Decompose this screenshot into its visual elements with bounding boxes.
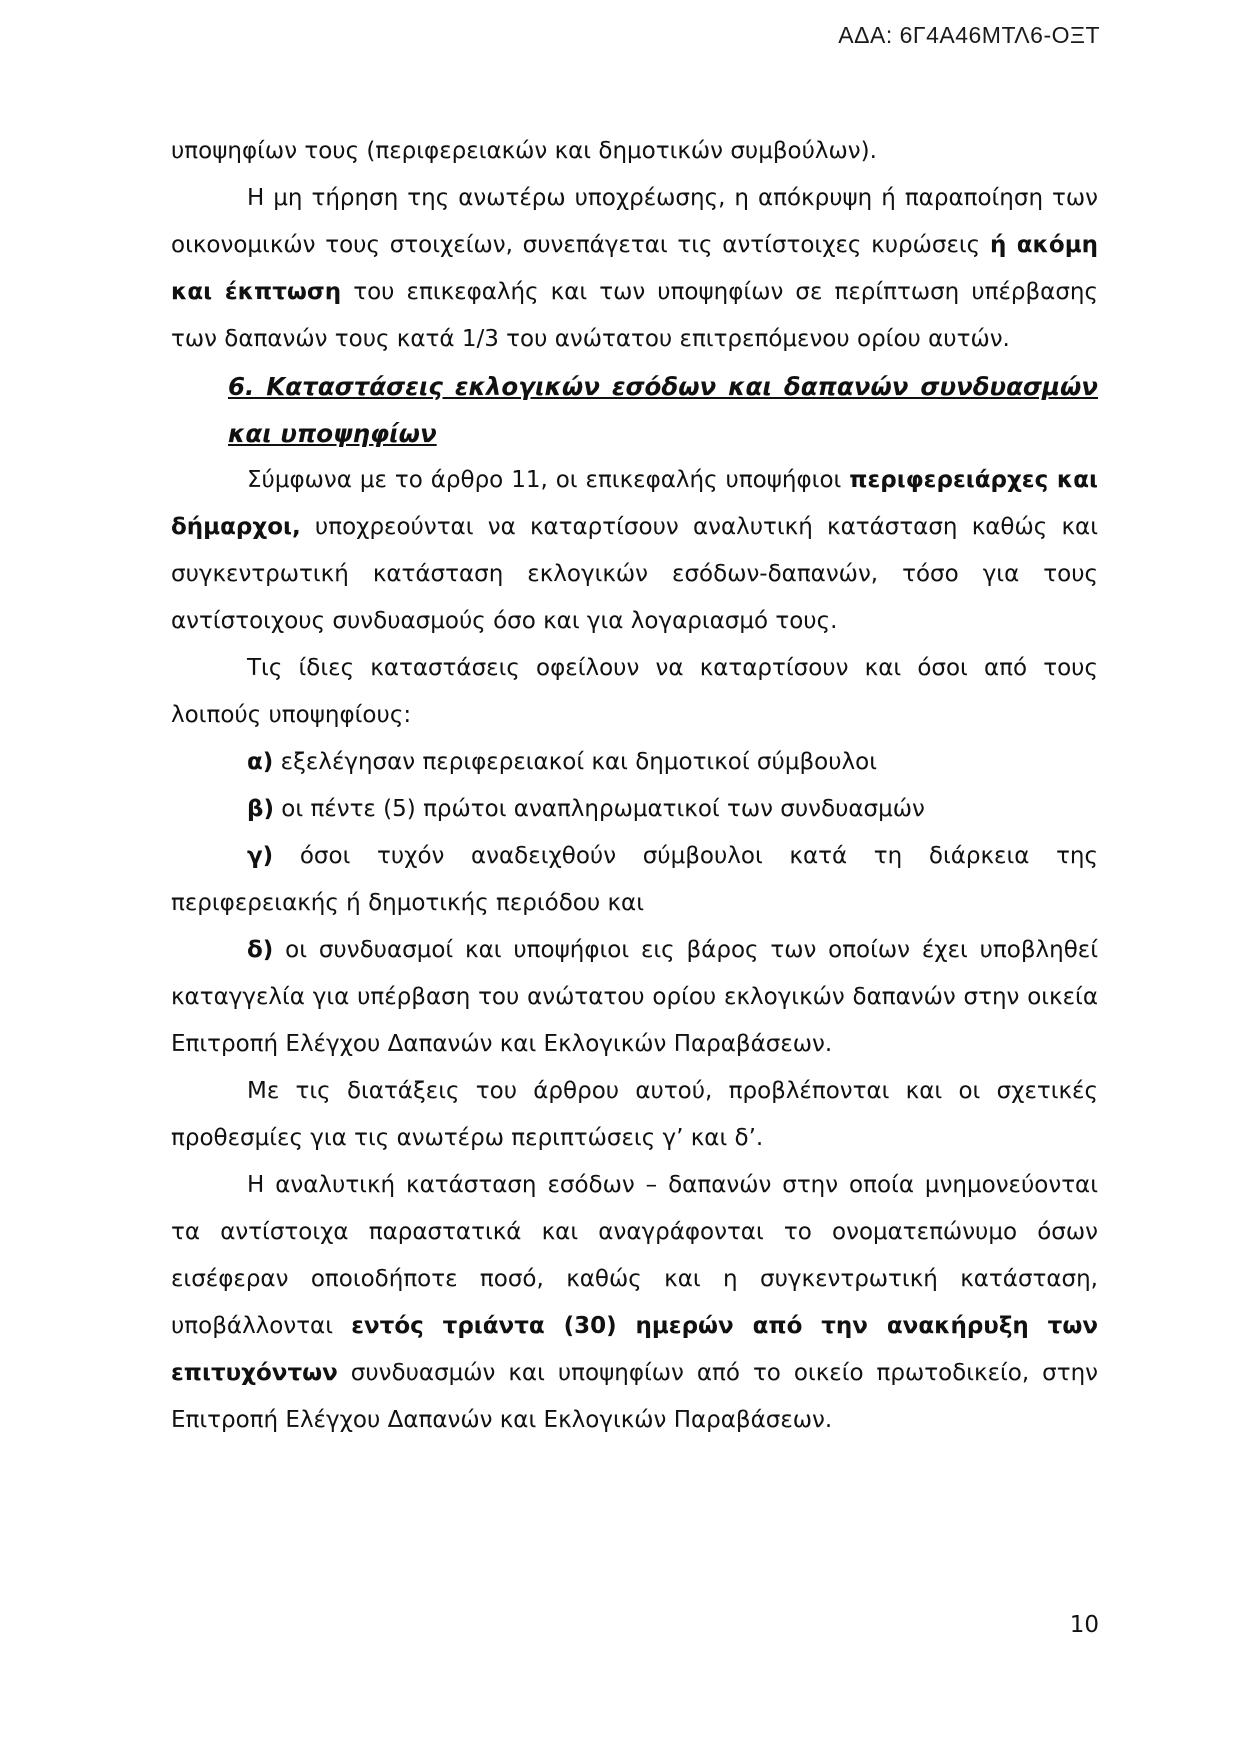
section-heading: 6. Καταστάσεις εκλογικών εσόδων και δαπανών συνδυασμών και υποψηφίων bbox=[228, 372, 1098, 448]
text: συνδυασμών και υποψηφίων από το οικείο πρωτοδικείο, στην Επιτροπή Ελέγχου Δαπανών και Εκλογικών Παραβάσεων. bbox=[171, 1360, 1098, 1433]
text: του επικεφαλής και των υποψηφίων σε περίπτωση υπέρβασης των δαπανών τους κατά 1/3 του ανώτατου επιτρεπόμενου ορίου αυτών. bbox=[171, 279, 1098, 352]
list-text: οι πέντε (5) πρώτοι αναπληρωματικοί των συνδυασμών bbox=[273, 796, 925, 822]
text: υποχρεούνται να καταρτίσουν αναλυτική κατάσταση καθώς και συγκεντρωτική κατάσταση εκλογικών εσόδων-δαπανών, τόσο για τους αντίστοιχους συνδυασμούς όσο και για λογαριασμό τους. bbox=[171, 514, 1098, 634]
text: Η μη τήρηση της ανωτέρω υποχρέωσης, η απόκρυψη ή παραποίηση των οικονομικών τους στοιχείων, συνεπάγεται τις αντίστοιχες κυρώσεις bbox=[171, 185, 1098, 258]
list-marker: δ) bbox=[247, 937, 274, 963]
list-item bbox=[171, 927, 1098, 1068]
list-text: εξελέγησαν περιφερειακοί και δημοτικοί σύμβουλοι bbox=[273, 749, 877, 775]
document-body bbox=[171, 128, 1098, 1444]
page-number: 10 bbox=[1069, 1612, 1099, 1638]
text: Η αναλυτική κατάσταση εσόδων – δαπανών στην οποία μνημονεύονται τα αντίστοιχα παραστατικά και αναγράφονται το ονοματεπώνυμο όσων εισέφεραν οποιοδήποτε ποσό, καθώς και η συγκεντρωτική κατάσταση, υποβάλλονται bbox=[171, 1172, 1098, 1339]
bold-text: εντός τριάντα (30) ημερών από την ανακήρυξη των επιτυχόντων bbox=[171, 1313, 1098, 1386]
bold-text: περιφερειάρχες και δήμαρχοι, bbox=[171, 467, 1098, 540]
paragraph-continuation: υποψηφίων τους (περιφερειακών και δημοτικών συμβούλων). bbox=[171, 138, 877, 164]
paragraph-deadlines: Με τις διατάξεις του άρθρου αυτού, προβλέπονται και οι σχετικές προθεσμίες για τις ανωτέρω περιπτώσεις γ’ και δ’. bbox=[171, 1078, 1098, 1151]
paragraph-other-candidates: Τις ίδιες καταστάσεις οφείλουν να καταρτίσουν και όσοι από τους λοιπούς υποψηφίους: bbox=[171, 655, 1098, 728]
list-item bbox=[171, 833, 1098, 927]
list-marker: β) bbox=[247, 796, 274, 822]
list-item bbox=[171, 786, 1098, 833]
list-text: όσοι τυχόν αναδειχθούν σύμβουλοι κατά τη διάρκεια της περιφερειακής ή δημοτικής περιόδου και bbox=[171, 843, 1098, 916]
paragraph-submission bbox=[171, 1162, 1098, 1444]
paragraph-sanctions bbox=[171, 175, 1098, 363]
bold-text: ή ακόμη και έκπτωση bbox=[171, 232, 1098, 305]
text: Σύμφωνα με το άρθρο 11, οι επικεφαλής υποψήφιοι bbox=[247, 467, 850, 493]
list-marker: γ) bbox=[247, 843, 274, 869]
ada-reference: ΑΔΑ: 6Γ4Α46ΜΤΛ6-ΟΞΤ bbox=[838, 22, 1100, 48]
list-text: οι συνδυασμοί και υποψήφιοι εις βάρος των οποίων έχει υποβληθεί καταγγελία για υπέρβαση του ανώτατου ορίου εκλογικών δαπανών στην οικεία Επιτροπή Ελέγχου Δαπανών και Εκλογικών Παραβάσεων. bbox=[171, 937, 1098, 1057]
list-marker: α) bbox=[247, 749, 274, 775]
paragraph-article-11 bbox=[171, 457, 1098, 645]
list-item bbox=[171, 739, 1098, 786]
